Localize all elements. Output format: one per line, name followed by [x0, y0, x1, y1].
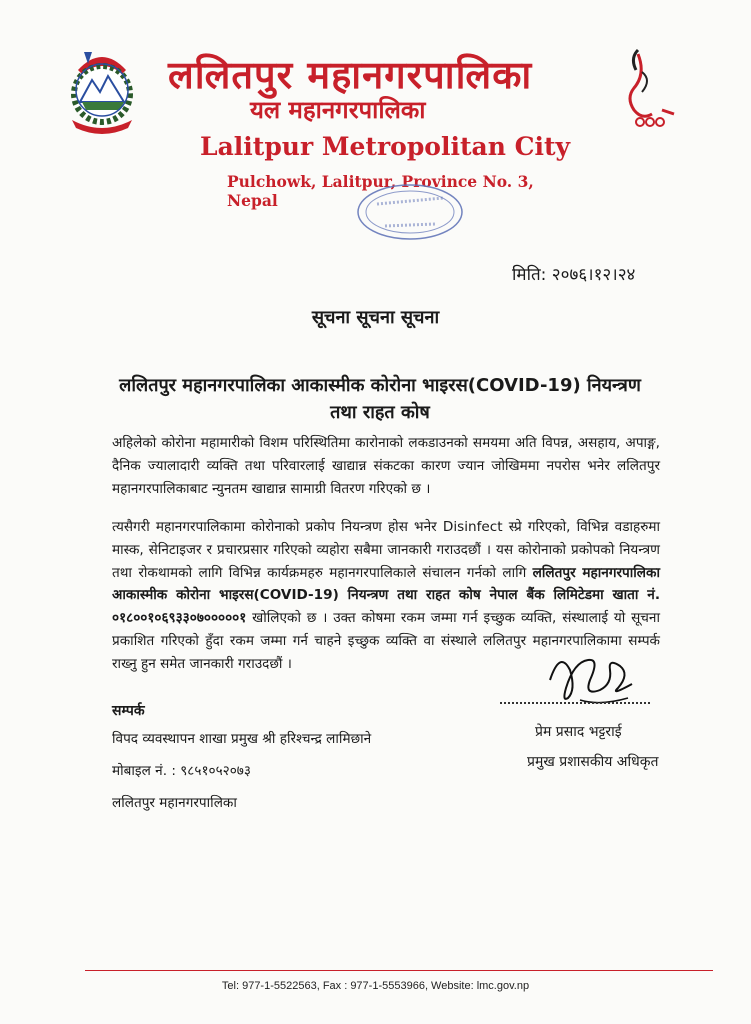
signatory-title: प्रमुख प्रशासकीय अधिकृत: [527, 754, 659, 770]
signatory-name: प्रेम प्रसाद भट्टराई: [535, 724, 622, 740]
org-name-english: Lalitpur Metropolitan City: [200, 132, 571, 161]
fund-account-info: ललितपुर महानगरपालिका आकास्मीक कोरोना भाइरस(COVID-19) नियन्त्रण तथा राहत कोष नेपाल बैंक लिमिटेडमा खाता नं. ०१८००१०६९३३०७०००००१: [112, 564, 660, 627]
org-address: Pulchowk, Lalitpur, Province No. 3, Nepal: [227, 172, 534, 210]
notice-heading: सूचना सूचना सूचना: [311, 307, 440, 328]
org-name-nepali: ललितपुर महानगरपालिका: [168, 53, 533, 97]
contact-mobile: मोबाइल नं. : ९८५१०५२०७३: [112, 763, 251, 779]
paragraph-fund-part2: खोलिएको छ । उक्त कोषमा रकम जम्मा गर्न इच्छुक व्यक्ति, संस्थालाई यो सूचना प्रकाशित गरिएको हुँदा रकम जम्मा गर्न चाहने इच्छुक व्यक्ति वा संस्थाले ललितपुर महानगरपालिकामा सम्पर्क राख्नु हुन समेत जानकारी गराउदछौं ।: [112, 610, 660, 672]
signature-mark: [540, 640, 640, 708]
paragraph-relief: अहिलेको कोरोना महामारीको विशम परिस्थितिमा कारोनाको लकडाउनको समयमा अति विपन्न, असहाय, अपाङ्ग, दैनिक ज्यालादारी व्यक्ति तथा परिवारलाई खाद्यान्न संकटका कारण ज्यान जोखिममा नपरोस भनेर ललितपुर महानगरपालिकाबाट न्युनतम खाद्यान्न सामाग्री वितरण गरिएको छ ।: [112, 435, 660, 497]
signature-line: [500, 702, 650, 704]
footer-divider: [85, 970, 713, 971]
notice-date: मिति: २०७६।१२।२४: [512, 265, 636, 285]
office-seal-stamp: [355, 182, 465, 242]
paragraph-fund-part1: त्यसैगरी महानगरपालिकामा कोरोनाको प्रकोप नियन्त्रण होस भनेर Disinfect स्प्रे गरिएको, विभिन्न वडाहरुमा मास्क, सेनिटाइजर र प्रचारप्रसार गरिएको व्यहोरा सबैमा जानकारी गराउदछौं । यस कोरोनाको प्रकोपको नियन्त्रण तथा रोकथामको लागि विभिन्न कार्यक्रमहरु महानगरपालिकाले संचालन गर्नको लागि: [112, 519, 660, 581]
city-logo-icon: [612, 44, 684, 130]
notice-title-line1: ललितपुर महानगरपालिका आकास्मीक कोरोना भाइरस(COVID-19) नियन्त्रण: [119, 375, 641, 396]
footer-contact-info: Tel: 977-1-5522563, Fax : 977-1-5553966, Website: lmc.gov.np: [221, 980, 530, 992]
nepal-emblem-icon: [58, 40, 146, 142]
notice-title: [100, 372, 660, 426]
contact-person: विपद व्यवस्थापन शाखा प्रमुख श्री हरिश्चन्द्र लामिछाने: [112, 731, 372, 747]
org-name-newari: यल महानगरपालिका: [250, 96, 426, 124]
contact-heading: सम्पर्क: [112, 703, 145, 719]
contact-organization: ललितपुर महानगरपालिका: [112, 795, 237, 811]
notice-title-line2: तथा राहत कोष: [330, 402, 430, 423]
